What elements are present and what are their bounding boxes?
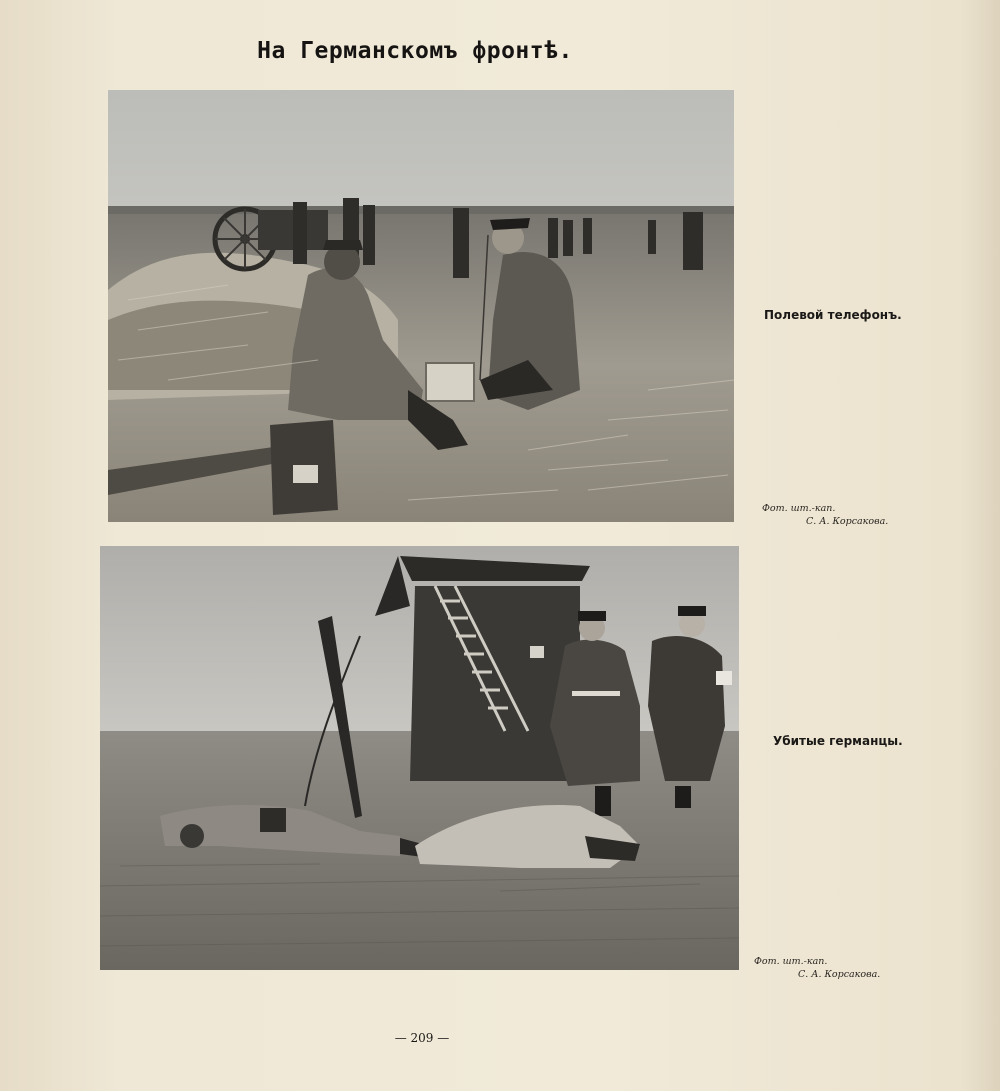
page-title: На Германскомъ фронтѣ. [257,38,573,64]
photo-field-telephone [108,90,734,522]
caption-killed-germans: Убитые германцы. [773,734,903,748]
credit-line-2: С. А. Корсакова. [798,969,881,980]
credit-line-2: С. А. Корсакова. [806,516,889,527]
caption-field-telephone: Полевой телефонъ. [764,308,902,322]
credit-line-1: Фот. шт.-кап. [762,503,836,514]
credit-line-1: Фот. шт.-кап. [754,956,828,967]
page-edge-shadow [960,0,1000,1091]
photo-credit [762,502,888,528]
photo-credit [754,955,880,981]
page-number: — 209 — [394,1031,450,1045]
photo-killed-germans [100,546,739,970]
